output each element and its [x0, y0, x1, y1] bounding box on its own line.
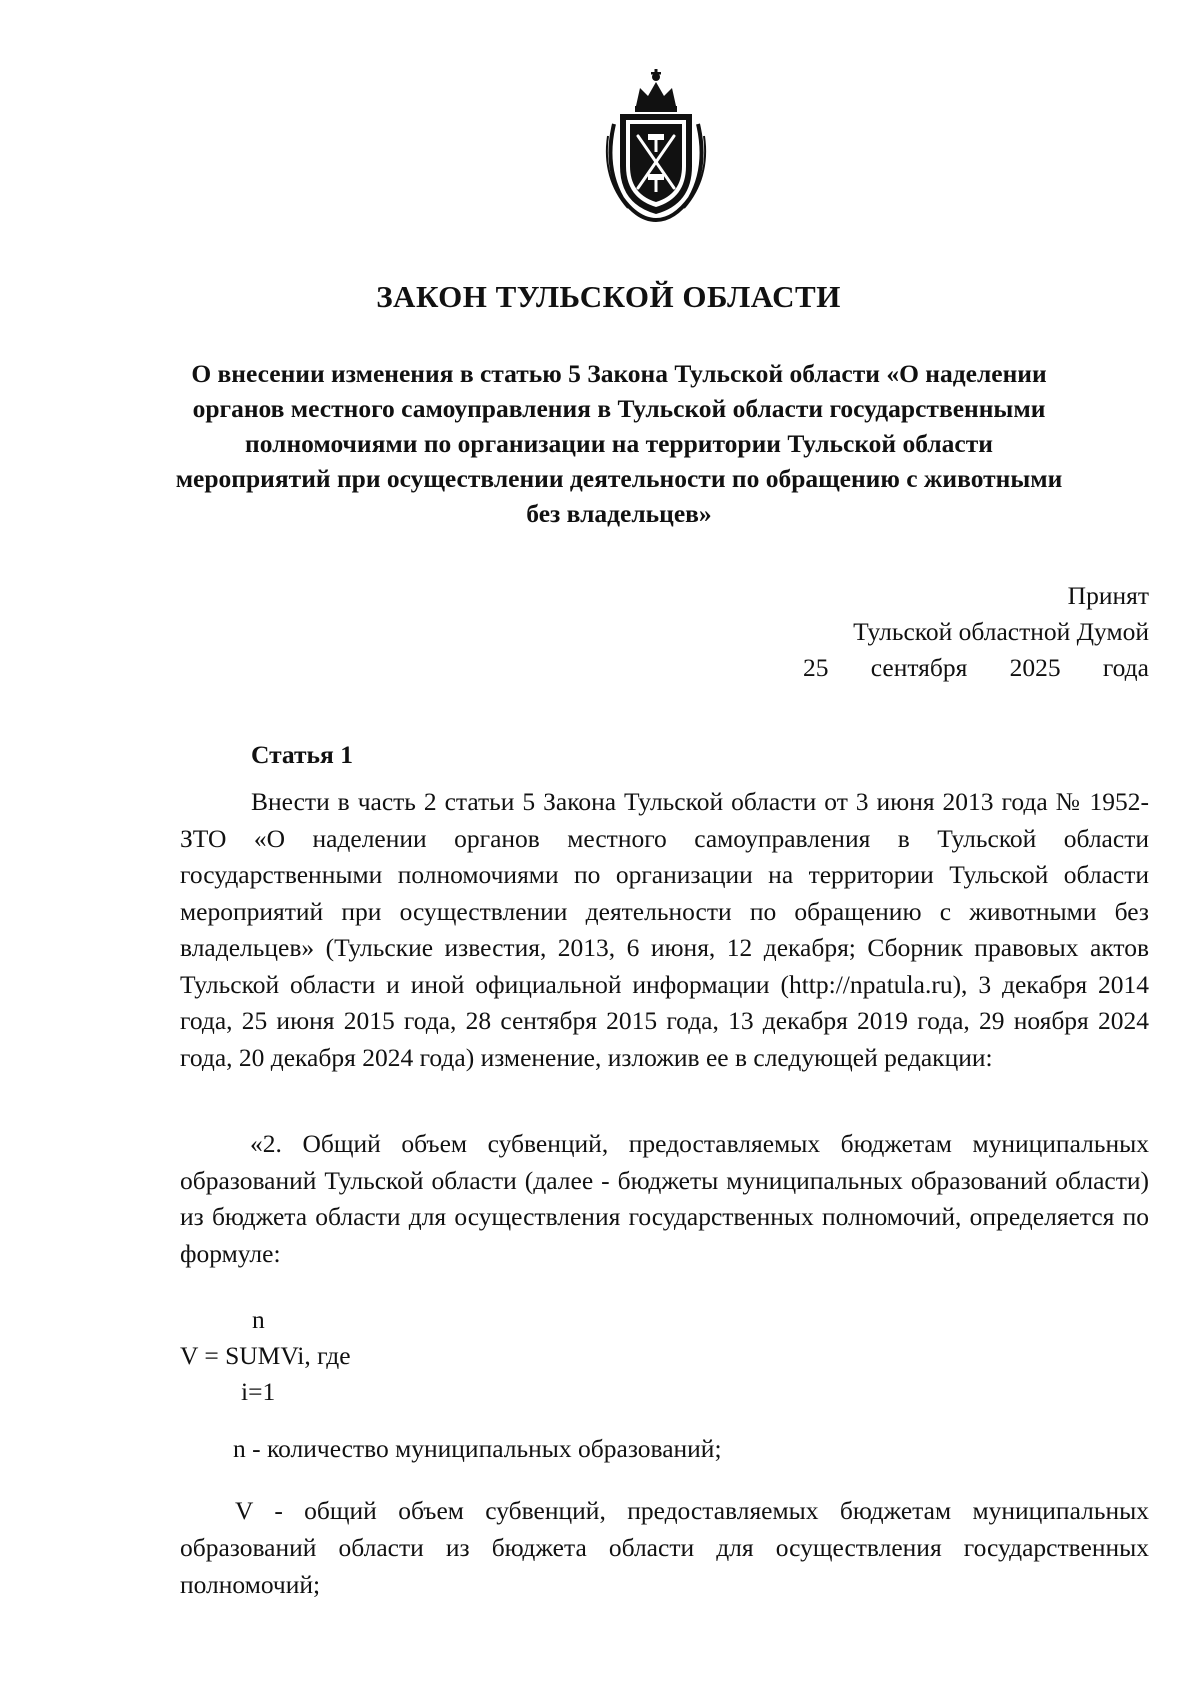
definition-v: V - общий объем субвенций, предоставляемых бюджетам муниципальных образований области из бюджета области для осуществления государственных полномочий; — [180, 1496, 1149, 1599]
article-paragraph-1: Внести в часть 2 статьи 5 Закона Тульской области от 3 июня 2013 года № 1952-ЗТО «О наделении органов местного самоуправления в Тульской области государственными полномочиями по организации на территории Тульской области мероприятий при осуществлении деятельности по обращению с животными без владельцев» (Тульские известия, 2013, 6 июня, 12 декабря; Сборник правовых актов Тульской области и иной официальной информации (http://npatula.ru), 3 декабря 2014 года, 25 июня 2015 года, 28 сентября 2015 года, 13 декабря 2019 года, 29 ноября 2024 года, 20 декабря 2024 года) изменение, изложив ее в следующей редакции: — [180, 787, 1149, 1072]
coat-of-arms-emblem — [600, 66, 712, 224]
article-paragraph-2: «2. Общий объем субвенций, предоставляемых бюджетам муниципальных образований Тульской области (далее - бюджеты муниципальных образований области) из бюджета области для осуществления государственных полномочий, определяется по формуле: — [180, 1129, 1149, 1268]
formula-upper-limit: n — [252, 1305, 265, 1334]
law-title: ЗАКОН ТУЛЬСКОЙ ОБЛАСТИ — [376, 279, 841, 314]
definition-n: n - количество муниципальных образований; — [233, 1434, 722, 1463]
formula-lower-limit: i=1 — [241, 1377, 276, 1406]
adoption-date — [803, 650, 1149, 686]
adoption-year-word: года — [1102, 653, 1149, 682]
adoption-year: 2025 — [1009, 653, 1061, 682]
adoption-block — [700, 578, 1149, 686]
law-subtitle: О внесении изменения в статью 5 Закона Тульской области «О наделении органов местного самоуправления в Тульской области государственными полномочиями по организации на территории Тульской области мероприятий при осуществлении деятельности по обращению с животными без владельцев» — [175, 359, 1063, 528]
adoption-month: сентября — [870, 653, 968, 682]
adoption-day: 25 — [803, 653, 829, 682]
article-heading: Статья 1 — [251, 740, 353, 769]
formula-expression: V = SUMVi, где — [180, 1341, 351, 1370]
formula-block — [180, 1302, 351, 1410]
adoption-body: Тульской областной Думой — [853, 617, 1149, 646]
adoption-accepted: Принят — [1067, 581, 1149, 610]
